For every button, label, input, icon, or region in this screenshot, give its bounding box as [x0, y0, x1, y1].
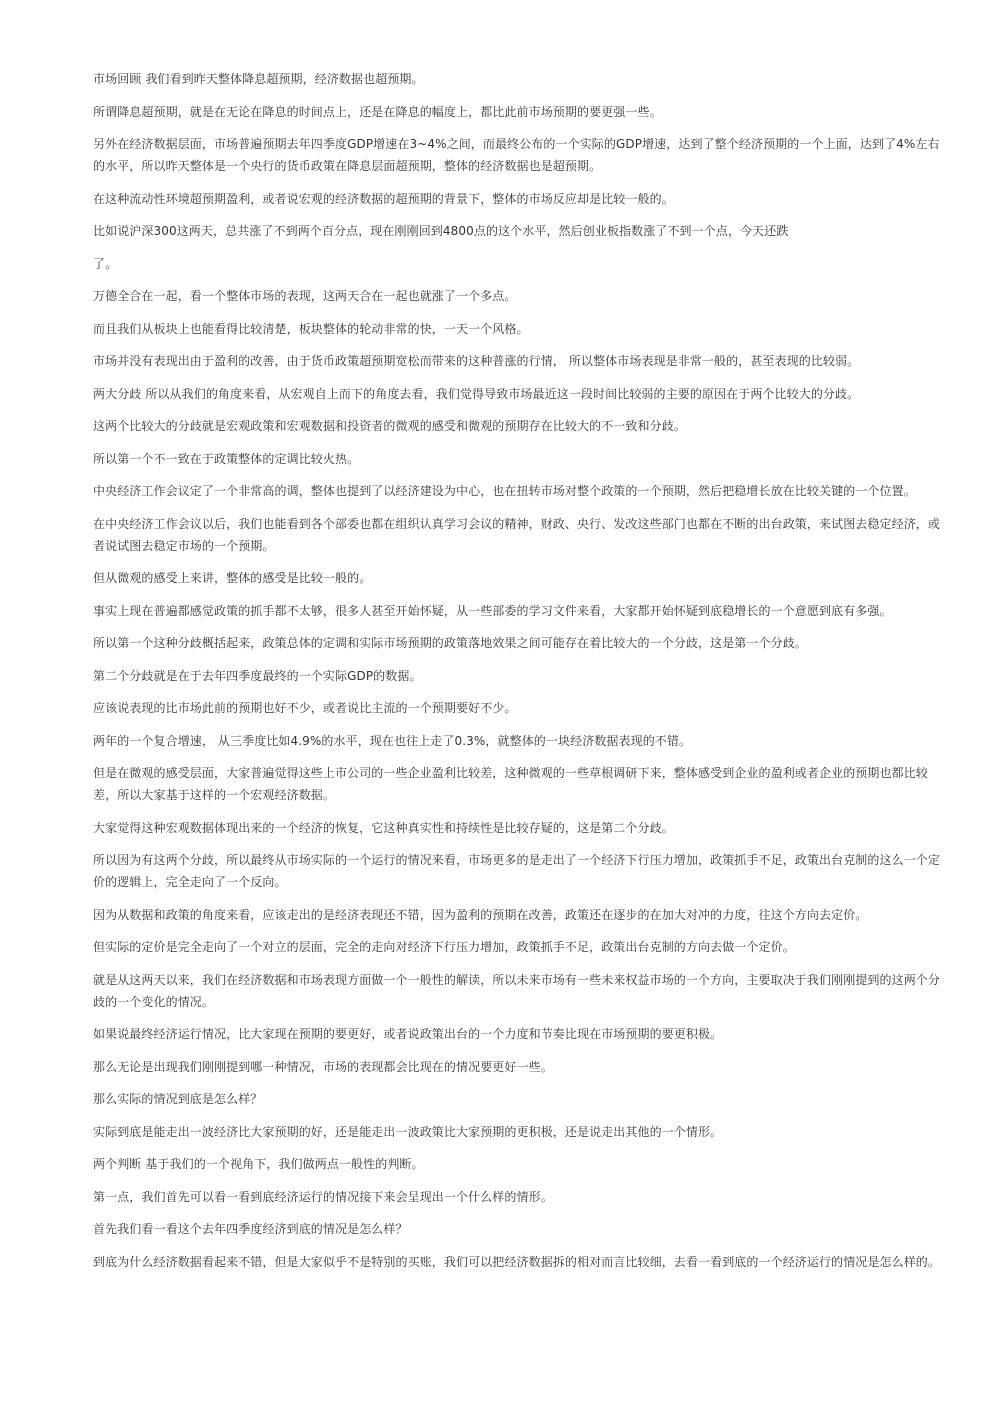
paragraph: 所以第一个不一致在于政策整体的定调比较火热。	[93, 451, 360, 466]
paragraph: 但从微观的感受上来讲，整体的感受是比较一般的。	[93, 571, 372, 585]
paragraph: 因为从数据和政策的角度来看，应该走出的是经济表现还不错，因为盈利的预期在改善，政策还在逐步的在加大对冲的力度，往这个方向去定价。	[93, 907, 868, 922]
paragraph: 如果说最终经济运行情况，比大家现在预期的要更好，或者说政策出台的一个力度和节奏比现在市场预期的要更积极。	[93, 1027, 723, 1041]
paragraph: 比如说沪深300这两天，总共涨了不到两个百分点，现在刚刚回到4800点的这个水平，然后创业板指数涨了不到一个点，今天还跌	[93, 224, 789, 238]
paragraph: 两大分歧 所以从我们的角度来看，从宏观自上而下的角度去看，我们觉得导致市场最近这一段时间比较弱的主要的原因在于两个比较大的分歧。	[93, 386, 860, 401]
paragraph: 了。	[93, 256, 118, 271]
document-body	[93, 68, 945, 1283]
paragraph: 两个判断 基于我们的一个视角下，我们做两点一般性的判断。	[93, 1157, 424, 1171]
paragraph: 那么实际的情况到底是怎么样？	[93, 1092, 263, 1106]
paragraph: 那么无论是出现我们刚刚提到哪一种情况，市场的表现都会比现在的情况要更好一些。	[93, 1059, 553, 1074]
paragraph: 应该说表现的比市场此前的预期也好不少，或者说比主流的一个预期要好不少。	[93, 701, 517, 715]
paragraph: 市场并没有表现出由于盈利的改善，由于货币政策超预期宽松而带来的这种普涨的行情， 所以整体市场表现是非常一般的，甚至表现的比较弱。	[93, 354, 860, 368]
paragraph: 实际到底是能走出一波经济比大家预期的好，还是能走出一波政策比大家预期的更积极，还是说走出其他的一个情形。	[93, 1124, 723, 1139]
paragraph: 另外在经济数据层面，市场普遍预期去年四季度GDP增速在3~4%之间，而最终公布的一个实际的GDP增速，达到了整个经济预期的一个上面，达到了4%左右的水平，所以昨天整体是一个央行的货币政策在降息层面超预期，整体的经济数据也是超预期。	[93, 137, 940, 173]
paragraph: 所以第一个这种分歧概括起来，政策总体的定调和实际市场预期的政策落地效果之间可能存在着比较大的一个分歧，这是第一个分歧。	[93, 636, 807, 650]
paragraph: 首先我们看一看这个去年四季度经济到底的情况是怎么样？	[93, 1222, 408, 1236]
paragraph: 但是在微观的感受层面，大家普遍觉得这些上市公司的一些企业盈利比较差，这种微观的一些草根调研下来，整体感受到企业的盈利或者企业的预期也都比较差，所以大家基于这样的一个宏观经济数据。	[93, 766, 928, 802]
paragraph: 这两个比较大的分歧就是宏观政策和宏观数据和投资者的微观的感受和微观的预期存在比较大的不一致和分歧。	[93, 419, 686, 433]
paragraph: 所以因为有这两个分歧，所以最终从市场实际的一个运行的情况来看，市场更多的是走出了一个经济下行压力增加，政策抓手不足，政策出台克制的这么一个定价的逻辑上，完全走向了一个反向。	[93, 853, 941, 889]
paragraph: 在中央经济工作会议以后，我们也能看到各个部委也都在组织认真学习会议的精神，财政、央行、发改这些部门也都在不断的出台政策，来试图去稳定经济，或者说试图去稳定市场的一个预期。	[93, 516, 941, 553]
paragraph: 而且我们从板块上也能看得比较清楚，板块整体的轮动非常的快，一天一个风格。	[93, 321, 529, 336]
paragraph: 市场回顾 我们看到昨天整体降息超预期，经济数据也超预期。	[93, 72, 424, 86]
paragraph: 第二个分歧就是在于去年四季度最终的一个实际GDP的数据。	[93, 668, 422, 683]
paragraph: 事实上现在普遍都感觉政策的抓手都不太够，很多人甚至开始怀疑，从一些部委的学习文件来看，大家都开始怀疑到底稳增长的一个意愿到底有多强。	[93, 603, 892, 618]
paragraph: 在这种流动性环境超预期盈利，或者说宏观的经济数据的超预期的背景下，整体的市场反应却是比较一般的。	[93, 191, 674, 206]
paragraph: 但实际的定价是完全走向了一个对立的层面，完全的走向对经济下行压力增加，政策抓手不足，政策出台克制的方向去做一个定价。	[93, 940, 795, 954]
paragraph: 所谓降息超预期，就是在无论在降息的时间点上，还是在降息的幅度上，都比此前市场预期的要更强一些。	[93, 104, 662, 119]
paragraph: 就是从这两天以来，我们在经济数据和市场表现方面做一个一般性的解读，所以未来市场有一些未来权益市场的一个方向，主要取决于我们刚刚提到的这两个分歧的一个变化的情况。	[93, 972, 941, 1009]
paragraph: 第一点，我们首先可以看一看到底经济运行的情况接下来会呈现出一个什么样的情形。	[93, 1189, 553, 1204]
paragraph: 到底为什么经济数据看起来不错，但是大家似乎不是特别的买账，我们可以把经济数据拆的相对而言比较细，去看一看到底的一个经济运行的情况是怎么样的。	[93, 1254, 941, 1269]
paragraph: 两年的一个复合增速， 从三季度比如4.9%的水平，现在也往上走了0.3%，就整体的一块经济数据表现的不错。	[93, 733, 692, 748]
paragraph: 大家觉得这种宏观数据体现出来的一个经济的恢复，它这种真实性和持续性是比较存疑的，这是第二个分歧。	[93, 820, 674, 835]
paragraph: 中央经济工作会议定了一个非常高的调，整体也提到了以经济建设为中心，也在扭转市场对整个政策的一个预期，然后把稳增长放在比较关键的一个位置。	[93, 484, 916, 498]
paragraph: 万德全合在一起，看一个整体市场的表现，这两天合在一起也就涨了一个多点。	[93, 289, 517, 303]
